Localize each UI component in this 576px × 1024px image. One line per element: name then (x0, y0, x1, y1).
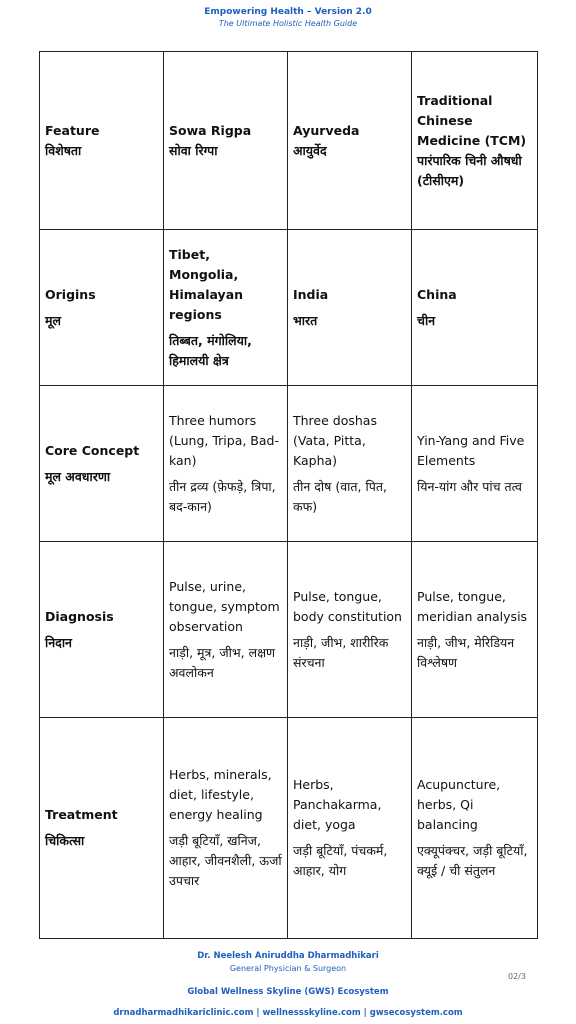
header-label-en: Sowa Rigpa (169, 122, 252, 138)
header-label-en: Feature (45, 122, 100, 138)
cell-ayurveda (288, 386, 412, 542)
author-role: General Physician & Surgeon (229, 964, 347, 973)
cell-text-hi: नाड़ी, जीभ, मेरिडियन विश्लेषण (417, 634, 515, 670)
page-header (0, 6, 576, 29)
cell-text-hi: जड़ी बूटियाँ, खनिज, आहार, जीवनशैली, ऊर्जा उपचार (169, 833, 282, 888)
cell-text-hi: चीन (417, 312, 436, 328)
cell-tcm (412, 542, 538, 718)
cell-text-hi: भारत (293, 312, 318, 328)
table-row-origins (40, 230, 538, 386)
guide-title: Empowering Health – Version 2.0 (204, 7, 372, 17)
header-cell-feature (40, 52, 164, 230)
table-row-diagnosis (40, 542, 538, 718)
cell-text-en: Three doshas (Vata, Pitta, Kapha) (293, 412, 377, 468)
cell-text-en: India (293, 286, 329, 302)
cell-sowa-rigpa (164, 230, 288, 386)
header-label-hi: पारंपारिक चिनी औषधी (टीसीएम) (417, 152, 522, 188)
cell-text-en: Pulse, tongue, meridian analysis (417, 588, 528, 624)
row-label-en: Origins (45, 286, 96, 302)
row-label-diagnosis (40, 542, 164, 718)
cell-ayurveda (288, 230, 412, 386)
cell-text-hi: एक्यूपंक्चर, जड़ी बूटियाँ, क्यूई / ची संतुलन (417, 843, 528, 878)
row-label-hi: निदान (45, 634, 72, 650)
cell-text-en: China (417, 286, 457, 302)
row-label-en: Core Concept (45, 442, 140, 458)
row-label-en: Diagnosis (45, 608, 114, 624)
website-links: drnadharmadhikariclinic.com | wellnessskyline.com | gwsecosystem.com (113, 1008, 463, 1018)
cell-tcm (412, 718, 538, 939)
row-label-en: Treatment (45, 807, 118, 822)
cell-text-hi: नाड़ी, जीभ, शारीरिक संरचना (293, 634, 389, 670)
header-label-en: Ayurveda (293, 122, 360, 138)
header-label-en: Traditional Chinese Medicine (TCM) (417, 92, 527, 148)
header-label-hi: सोवा रिग्पा (169, 142, 218, 158)
cell-text-en: Herbs, minerals, diet, lifestyle, energy healing (169, 767, 272, 822)
row-label-origins (40, 230, 164, 386)
cell-text-hi: तिब्बत, मंगोलिया, हिमालयी क्षेत्र (169, 332, 252, 368)
cell-text-en: Pulse, tongue, body constitution (293, 588, 402, 624)
cell-ayurveda (288, 718, 412, 939)
cell-text-hi: यिन-यांग और पांच तत्व (417, 478, 522, 494)
row-label-core-concept (40, 386, 164, 542)
header-cell-sowa-rigpa (164, 52, 288, 230)
page-number: 02/3 (508, 972, 526, 981)
cell-text-en: Pulse, urine, tongue, symptom observation (169, 578, 280, 634)
cell-text-en: Three humors (Lung, Tripa, Bad-kan) (169, 412, 279, 468)
cell-text-hi: जड़ी बूटियाँ, पंचकर्म, आहार, योग (293, 843, 388, 878)
table-row-core-concept (40, 386, 538, 542)
cell-sowa-rigpa (164, 542, 288, 718)
cell-tcm (412, 386, 538, 542)
cell-text-en: Herbs, Panchakarma, diet, yoga (293, 777, 382, 832)
cell-ayurveda (288, 542, 412, 718)
table-row-treatment (40, 718, 538, 939)
row-label-hi: चिकित्सा (45, 833, 85, 848)
header-label-hi: आयुर्वेद (293, 142, 327, 158)
comparison-table (39, 51, 538, 939)
header-cell-ayurveda (288, 52, 412, 230)
table-header-row (40, 52, 538, 230)
cell-text-hi: नाड़ी, मूत्र, जीभ, लक्षण अवलोकन (169, 644, 276, 680)
ecosystem-name: Global Wellness Skyline (GWS) Ecosystem (187, 987, 389, 997)
cell-sowa-rigpa (164, 386, 288, 542)
cell-text-hi: तीन दोष (वात, पित, कफ) (293, 478, 387, 514)
cell-text-en: Tibet, Mongolia, Himalayan regions (169, 246, 244, 322)
cell-text-en: Acupuncture, herbs, Qi balancing (417, 777, 501, 832)
row-label-hi: मूल (45, 312, 61, 328)
header-label-hi: विशेषता (45, 142, 82, 158)
cell-text-en: Yin-Yang and Five Elements (417, 432, 525, 468)
header-cell-tcm (412, 52, 538, 230)
row-label-hi: मूल अवधारणा (45, 468, 111, 484)
cell-text-hi: तीन द्रव्य (फ़ेफड़े, त्रिपा, बद-कान) (169, 478, 276, 514)
cell-sowa-rigpa (164, 718, 288, 939)
author-name: Dr. Neelesh Aniruddha Dharmadhikari (197, 951, 379, 961)
cell-tcm (412, 230, 538, 386)
row-label-treatment (40, 718, 164, 939)
guide-subtitle: The Ultimate Holistic Health Guide (218, 19, 358, 28)
